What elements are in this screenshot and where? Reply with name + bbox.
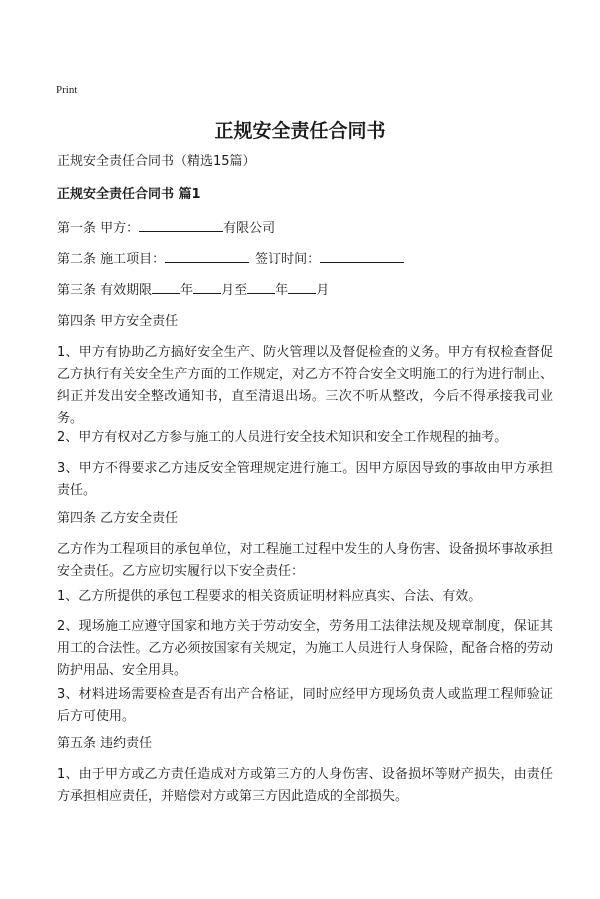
print-link[interactable]: Print — [56, 84, 78, 96]
blank-line — [247, 279, 275, 294]
blank-line — [320, 248, 404, 263]
paragraph: 3、材料进场需要检查是否有出产合格证，同时应经甲方现场负责人或监理工程师验证后方可使用。 — [57, 687, 553, 724]
article-heading: 第五条 违约责任 — [57, 736, 153, 751]
paragraph: 3、甲方不得要求乙方违反安全管理规定进行施工。因甲方原因导致的事故由甲方承担责任。 — [57, 461, 553, 498]
document-subtitle: 正规安全责任合同书（精选15篇） — [57, 154, 256, 169]
clause-label: 第三条 有效期限 — [57, 283, 153, 298]
year-label: 年 — [275, 283, 289, 298]
year-label: 年 — [180, 283, 194, 298]
page-title: 正规安全责任合同书 — [214, 120, 386, 142]
clause-project — [57, 248, 553, 271]
paragraph: 1、乙方所提供的承包工程要求的相关资质证明材料应真实、合法、有效。 — [57, 589, 482, 604]
clause-label: 第一条 甲方： — [57, 221, 140, 236]
paragraph: 2、甲方有权对乙方参与施工的人员进行安全技术知识和安全工作规程的抽考。 — [57, 430, 508, 445]
blank-line — [288, 279, 316, 294]
month-label: 月至 — [221, 283, 248, 298]
paragraph: 2、现场施工应遵守国家和地方关于劳动安全，劳务用工法律法规及规章制度，保证其用工的合法性。乙方必须按国家有关规定，为施工人员进行人身保险，配备合格的劳动防护用品、安全用具。 — [57, 619, 553, 678]
blank-line — [139, 217, 223, 232]
article-heading: 第四条 甲方安全责任 — [57, 314, 179, 329]
clause-suffix: 有限公司 — [223, 221, 276, 236]
clause-validity — [57, 279, 553, 302]
clause-label: 签订时间： — [255, 252, 321, 267]
section-heading: 正规安全责任合同书 篇1 — [57, 187, 201, 202]
clause-label: 第二条 施工项目： — [57, 252, 166, 267]
paragraph: 1、甲方有协助乙方搞好安全生产、防火管理以及督促检查的义务。甲方有权检查督促乙方执行有关安全生产方面的工作规定，对乙方不符合安全文明施工的行为进行制止、纠正并发出安全整改通知书，直至清退出场。三次不听从整改，今后不得承接我司业务。 — [57, 345, 553, 426]
blank-line — [193, 279, 221, 294]
blank-line — [165, 248, 249, 263]
paragraph: 乙方作为工程项目的承包单位，对工程施工过程中发生的人身伤害、设备损坏事故承担安全责任。乙方应切实履行以下安全责任： — [57, 542, 553, 579]
paragraph: 1、由于甲方或乙方责任造成对方或第三方的人身伤害、设备损坏等财产损失，由责任方承担相应责任，并赔偿对方或第三方因此造成的全部损失。 — [57, 767, 553, 804]
article-heading: 第四条 乙方安全责任 — [57, 511, 179, 526]
clause-party-a — [57, 217, 553, 240]
blank-line — [152, 279, 180, 294]
month-label: 月 — [316, 283, 330, 298]
